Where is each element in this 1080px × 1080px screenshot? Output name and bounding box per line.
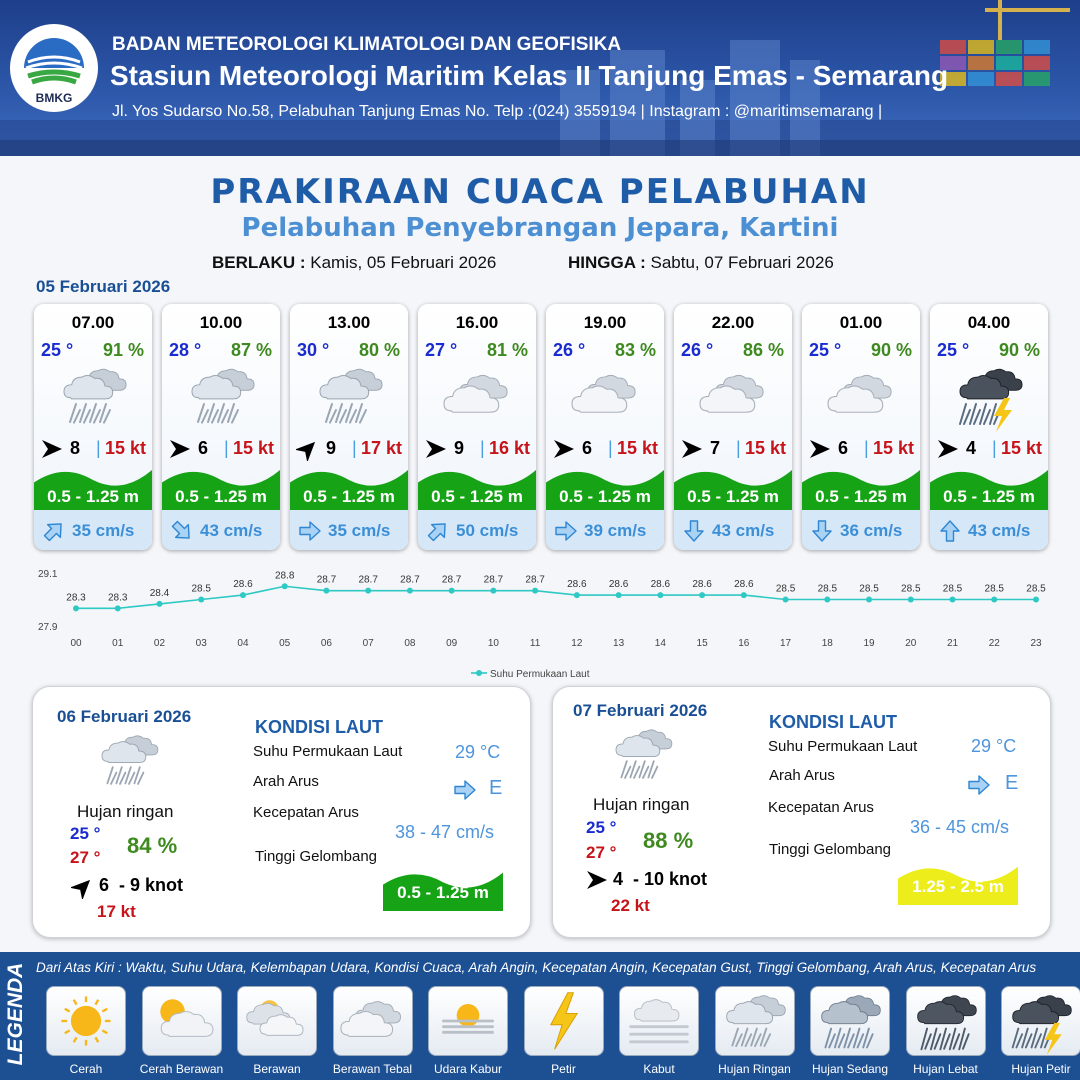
current-speed-value: 38 - 47 cm/s xyxy=(395,822,495,842)
current-direction-icon xyxy=(938,519,962,543)
legend-item xyxy=(810,986,890,1080)
wind-speed: 4 xyxy=(966,438,977,458)
legend-item-label: Cerah Berawan xyxy=(139,1062,224,1076)
current-direction-icon xyxy=(298,519,322,543)
x-tick-label: 19 xyxy=(863,638,875,649)
wave-height: 0.5 - 1.25 m xyxy=(47,487,139,506)
validity-to-value: Sabtu, 07 Februari 2026 xyxy=(650,253,834,272)
validity-to-label: HINGGA : xyxy=(568,253,646,272)
wind-direction-icon xyxy=(585,868,607,890)
cloudy-icon xyxy=(237,986,317,1056)
wave-height: 0.5 - 1.25 m xyxy=(303,487,395,506)
data-label: 28.8 xyxy=(274,570,295,582)
data-point xyxy=(532,588,538,594)
x-tick-label: 23 xyxy=(1030,638,1042,649)
data-point xyxy=(657,592,663,598)
data-point xyxy=(73,605,79,611)
sunny-icon xyxy=(46,986,126,1056)
forecast-card xyxy=(546,304,664,550)
x-tick-label: 10 xyxy=(487,638,499,649)
data-point xyxy=(574,592,580,598)
current-direction-label: Arah Arus xyxy=(769,767,835,784)
data-label: 28.5 xyxy=(859,583,879,595)
wave-height: 0.5 - 1.25 m xyxy=(175,487,267,506)
humidity: 86 % xyxy=(742,340,784,360)
gust-speed: 15 kt xyxy=(616,438,658,458)
legend-item-label: Cerah xyxy=(69,1062,103,1076)
x-tick-label: 21 xyxy=(946,638,959,649)
validity-from-label: BERLAKU : xyxy=(212,253,306,272)
current-row xyxy=(930,510,1048,550)
value-separator: | xyxy=(352,438,357,458)
forecast-card xyxy=(34,304,152,550)
daily-panel-06 xyxy=(32,686,531,938)
sea-condition-title: KONDISI LAUT xyxy=(769,712,897,732)
forecast-time: 01.00 xyxy=(839,313,883,332)
wind-speed: 8 xyxy=(70,438,81,458)
data-point xyxy=(365,588,371,594)
page-subtitle: Pelabuhan Penyebrangan Jepara, Kartini xyxy=(241,213,839,243)
current-row xyxy=(418,510,536,550)
current-speed: 43 cm/s xyxy=(200,521,263,540)
value-separator: | xyxy=(608,438,613,458)
thick-cloud-icon xyxy=(333,986,413,1056)
light-rain-icon xyxy=(607,721,679,787)
data-point xyxy=(407,588,413,594)
current-row xyxy=(674,510,792,550)
value-separator: | xyxy=(224,438,229,458)
x-tick-label: 11 xyxy=(529,638,541,649)
legend-item-label: Petir xyxy=(551,1062,576,1076)
legend-item-label: Udara Kabur xyxy=(433,1062,503,1076)
gust-speed: 15 kt xyxy=(1000,438,1042,458)
data-label: 28.7 xyxy=(483,574,504,586)
air-temperature: 26 ° xyxy=(681,340,714,360)
legend-item-label: Hujan Sedang xyxy=(811,1062,889,1076)
sst-value: 29 °C xyxy=(455,742,501,762)
forecast-card xyxy=(930,304,1048,550)
x-tick-label: 06 xyxy=(320,638,332,649)
wind-direction-icon xyxy=(552,437,576,461)
data-point xyxy=(991,597,997,603)
data-point xyxy=(866,597,872,603)
forecast-card xyxy=(674,304,792,550)
x-tick-label: 12 xyxy=(571,638,583,649)
current-direction-icon xyxy=(453,778,477,802)
x-tick-label: 16 xyxy=(738,638,750,649)
air-temperature: 26 ° xyxy=(553,340,586,360)
value-separator: | xyxy=(992,438,997,458)
current-speed: 35 cm/s xyxy=(72,521,135,540)
gust-speed: 15 kt xyxy=(872,438,914,458)
data-label: 28.5 xyxy=(984,583,1004,595)
current-direction-icon xyxy=(682,519,706,543)
panel-wind-speed: 6 - 9 knot xyxy=(99,875,184,895)
gust-speed: 15 kt xyxy=(744,438,786,458)
data-label: 28.6 xyxy=(567,579,587,591)
value-separator: | xyxy=(864,438,869,458)
sst-value: 29 °C xyxy=(971,736,1017,756)
x-tick-label: 09 xyxy=(446,638,458,649)
wave-height-label: Tinggi Gelombang xyxy=(769,841,892,858)
bmkg-logo xyxy=(10,24,98,112)
forecast-card xyxy=(162,304,280,550)
data-label: 28.5 xyxy=(191,583,211,595)
panel-condition: Hujan ringan xyxy=(593,795,690,814)
legend-item-label: Hujan Ringan xyxy=(718,1062,791,1076)
heavy-rain-icon xyxy=(906,986,986,1056)
humidity: 91 % xyxy=(102,340,144,360)
data-label: 28.5 xyxy=(942,583,963,595)
data-label: 28.6 xyxy=(692,579,712,591)
panel-humidity: 88 % xyxy=(643,828,694,853)
x-tick-label: 08 xyxy=(404,638,416,649)
current-row xyxy=(290,510,408,550)
wind-direction-icon xyxy=(168,437,192,461)
current-speed: 43 cm/s xyxy=(712,521,775,540)
wind-direction-icon xyxy=(808,437,832,461)
data-label: 28.7 xyxy=(441,574,462,586)
wind-direction-icon xyxy=(936,437,960,461)
forecast-time: 13.00 xyxy=(327,313,371,332)
wind-speed: 6 xyxy=(198,438,209,458)
wind-speed: 6 xyxy=(582,438,593,458)
data-point xyxy=(323,588,329,594)
sst-label: Suhu Permukaan Laut xyxy=(253,743,403,760)
value-separator: | xyxy=(736,438,741,458)
forecast-time: 22.00 xyxy=(711,313,755,332)
wave-height: 0.5 - 1.25 m xyxy=(687,487,779,506)
data-label: 28.7 xyxy=(525,574,545,586)
panel-date: 06 Februari 2026 xyxy=(57,707,192,726)
x-tick-label: 01 xyxy=(112,638,124,649)
air-temperature: 28 ° xyxy=(169,340,202,360)
forecast-card xyxy=(802,304,920,550)
data-point xyxy=(616,592,622,598)
current-speed-label: Kecepatan Arus xyxy=(253,804,359,821)
x-tick-label: 13 xyxy=(613,638,625,649)
wave-height: 0.5 - 1.25 m xyxy=(943,487,1035,506)
legend-swatch-point xyxy=(476,670,482,676)
data-label: 28.6 xyxy=(650,579,671,591)
legend-item xyxy=(524,986,604,1080)
legend-item-label: Berawan xyxy=(253,1062,301,1076)
haze-icon xyxy=(428,986,508,1056)
legend-label: Suhu Permukaan Laut xyxy=(490,669,590,680)
moderate-rain-icon xyxy=(810,986,890,1056)
air-temperature: 25 ° xyxy=(809,340,842,360)
legend-item-label: Hujan Petir xyxy=(1011,1062,1071,1076)
value-separator: | xyxy=(480,438,485,458)
data-label: 28.4 xyxy=(149,587,170,599)
data-point xyxy=(950,597,956,603)
y-tick-label: 27.9 xyxy=(38,622,58,633)
legend-item xyxy=(619,986,699,1080)
validity-to xyxy=(568,253,834,273)
legend xyxy=(0,952,1080,1080)
wind-direction-icon xyxy=(40,437,64,461)
data-point xyxy=(240,592,246,598)
data-point xyxy=(282,583,288,589)
x-tick-label: 07 xyxy=(362,638,374,649)
data-point xyxy=(198,597,204,603)
panel-humidity: 84 % xyxy=(127,833,178,858)
current-direction-icon xyxy=(967,773,991,797)
legend-item xyxy=(715,986,795,1080)
wind-direction-icon xyxy=(296,437,320,461)
light-rain-icon xyxy=(715,986,795,1056)
wind-direction-icon xyxy=(71,875,93,897)
current-speed: 39 cm/s xyxy=(584,521,647,540)
forecast-card xyxy=(290,304,408,550)
humidity: 90 % xyxy=(998,340,1040,360)
forecast-card xyxy=(418,304,536,550)
light-rain-icon xyxy=(93,727,165,793)
forecast-time: 04.00 xyxy=(967,313,1011,332)
data-point xyxy=(783,597,789,603)
sea-condition-title: KONDISI LAUT xyxy=(255,717,383,737)
legend-item xyxy=(333,986,413,1080)
humidity: 90 % xyxy=(870,340,912,360)
thick-cloud-icon xyxy=(694,360,774,432)
legend-side-label xyxy=(0,952,30,1080)
data-label: 28.3 xyxy=(108,592,128,604)
data-point xyxy=(449,588,455,594)
x-tick-label: 02 xyxy=(153,638,166,649)
x-tick-label: 18 xyxy=(821,638,833,649)
panel-gust: 17 kt xyxy=(97,902,136,921)
data-label: 28.7 xyxy=(358,574,378,586)
current-speed: 36 cm/s xyxy=(840,521,903,540)
lightning-icon xyxy=(524,986,604,1056)
thick-cloud-icon xyxy=(566,360,646,432)
x-tick-label: 15 xyxy=(696,638,708,649)
data-label: 28.5 xyxy=(817,583,838,595)
legend-item xyxy=(428,986,508,1080)
validity-from-value: Kamis, 05 Februari 2026 xyxy=(310,253,497,272)
x-tick-label: 22 xyxy=(988,638,1000,649)
data-point xyxy=(1033,597,1039,603)
x-tick-label: 17 xyxy=(780,638,792,649)
x-tick-label: 05 xyxy=(279,638,291,649)
wind-speed: 9 xyxy=(326,438,337,458)
current-row xyxy=(162,510,280,550)
wind-direction-icon xyxy=(424,437,448,461)
panel-wind-speed: 4 - 10 knot xyxy=(613,869,708,889)
forecast-time: 10.00 xyxy=(199,313,243,332)
data-label: 28.5 xyxy=(775,583,796,595)
current-direction-label: Arah Arus xyxy=(253,773,319,790)
legend-item xyxy=(1001,986,1080,1080)
wave-height-label: Tinggi Gelombang xyxy=(255,848,378,865)
current-row xyxy=(546,510,664,550)
panel-temp-min: 25 ° xyxy=(586,818,617,837)
legend-item xyxy=(237,986,317,1080)
panel-date: 07 Februari 2026 xyxy=(573,701,708,720)
legend-item-label: Kabut xyxy=(643,1062,675,1076)
sea-surface-temperature-chart xyxy=(30,562,1060,687)
wave-height: 0.5 - 1.25 m xyxy=(815,487,907,506)
panel-condition: Hujan ringan xyxy=(77,802,174,821)
humidity: 87 % xyxy=(230,340,272,360)
x-tick-label: 03 xyxy=(195,638,207,649)
current-direction-icon xyxy=(554,519,578,543)
current-speed-value: 36 - 45 cm/s xyxy=(910,817,1010,837)
forecast-time: 19.00 xyxy=(583,313,627,332)
light-rain-icon xyxy=(310,360,390,432)
data-label: 28.6 xyxy=(233,579,253,591)
panel-temp-max: 27 ° xyxy=(586,843,617,862)
data-point xyxy=(908,597,914,603)
panel-temp-max: 27 ° xyxy=(70,848,101,867)
data-point xyxy=(824,597,830,603)
legend-description: Dari Atas Kiri : Waktu, Suhu Udara, Kelembapan Udara, Kondisi Cuaca, Arah Angin, Kecepatan Angin, Kecepatan Gust, Tinggi Gelombang, Arah Arus, Kecepatan Arus xyxy=(36,960,1037,975)
wind-speed: 6 xyxy=(838,438,849,458)
sst-label: Suhu Permukaan Laut xyxy=(768,738,918,755)
current-direction-icon xyxy=(170,519,194,543)
thick-cloud-icon xyxy=(822,360,902,432)
partly-cloudy-icon xyxy=(142,986,222,1056)
forecast-time: 07.00 xyxy=(71,313,115,332)
x-tick-label: 00 xyxy=(70,638,82,649)
page-title: PRAKIRAAN CUACA PELABUHAN xyxy=(210,172,870,212)
thunderstorm-icon xyxy=(1001,986,1080,1056)
gust-speed: 17 kt xyxy=(360,438,402,458)
value-separator: | xyxy=(96,438,101,458)
wind-speed: 9 xyxy=(454,438,465,458)
forecast-time: 16.00 xyxy=(455,313,499,332)
current-speed: 35 cm/s xyxy=(328,521,391,540)
air-temperature: 30 ° xyxy=(297,340,330,360)
data-label: 28.5 xyxy=(901,583,921,595)
y-tick-label: 29.1 xyxy=(38,569,58,580)
panel-wave-height: 1.25 - 2.5 m xyxy=(912,877,1004,896)
x-tick-label: 14 xyxy=(654,638,666,649)
validity-from xyxy=(212,253,496,273)
current-row xyxy=(802,510,920,550)
current-direction-value: E xyxy=(1005,772,1019,794)
air-temperature: 25 ° xyxy=(41,340,74,360)
wind-speed: 7 xyxy=(710,438,721,458)
legend-item xyxy=(139,986,224,1080)
legend-title: LEGENDA xyxy=(4,962,27,1066)
current-direction-icon xyxy=(42,519,66,543)
data-label: 28.6 xyxy=(734,579,754,591)
gust-speed: 15 kt xyxy=(104,438,146,458)
panel-temp-min: 25 ° xyxy=(70,824,101,843)
current-direction-icon xyxy=(810,519,834,543)
data-point xyxy=(115,605,121,611)
station-name: Stasiun Meteorologi Maritim Kelas II Tanjung Emas - Semarang xyxy=(110,60,949,91)
humidity: 80 % xyxy=(358,340,400,360)
thick-cloud-icon xyxy=(438,360,518,432)
light-rain-icon xyxy=(182,360,262,432)
data-label: 28.7 xyxy=(400,574,420,586)
thunderstorm-icon xyxy=(950,360,1030,432)
current-direction-icon xyxy=(426,519,450,543)
wind-direction-icon xyxy=(680,437,704,461)
today-date: 05 Februari 2026 xyxy=(36,277,171,296)
panel-gust: 22 kt xyxy=(611,896,650,915)
x-tick-label: 04 xyxy=(237,638,249,649)
data-label: 28.6 xyxy=(608,579,629,591)
data-label: 28.5 xyxy=(1026,583,1046,595)
header-banner xyxy=(0,0,1080,156)
gust-speed: 15 kt xyxy=(232,438,274,458)
fog-icon xyxy=(619,986,699,1056)
data-label: 28.3 xyxy=(66,592,86,604)
air-temperature: 27 ° xyxy=(425,340,458,360)
wave-height: 0.5 - 1.25 m xyxy=(559,487,651,506)
logo-text: BMKG xyxy=(35,91,73,105)
gust-speed: 16 kt xyxy=(488,438,530,458)
daily-panel-07 xyxy=(552,686,1051,938)
legend-item xyxy=(46,986,126,1080)
data-point xyxy=(699,592,705,598)
data-label: 28.7 xyxy=(316,574,337,586)
humidity: 81 % xyxy=(486,340,528,360)
light-rain-icon xyxy=(54,360,134,432)
data-point xyxy=(156,601,162,607)
current-speed-label: Kecepatan Arus xyxy=(768,799,874,816)
current-speed: 43 cm/s xyxy=(968,521,1031,540)
humidity: 83 % xyxy=(614,340,656,360)
agency-name: BADAN METEOROLOGI KLIMATOLOGI DAN GEOFISIKA xyxy=(112,34,622,55)
current-speed: 50 cm/s xyxy=(456,521,519,540)
current-row xyxy=(34,510,152,550)
x-tick-label: 20 xyxy=(905,638,917,649)
air-temperature: 25 ° xyxy=(937,340,970,360)
station-address: Jl. Yos Sudarso No.58, Pelabuhan Tanjung Emas No. Telp :(024) 3559194 | Instagram : @maritimsemarang | xyxy=(112,103,883,120)
legend-item xyxy=(906,986,986,1080)
data-point xyxy=(490,588,496,594)
panel-wave-height: 0.5 - 1.25 m xyxy=(397,883,489,902)
wave-height: 0.5 - 1.25 m xyxy=(431,487,523,506)
data-point xyxy=(741,592,747,598)
current-direction-value: E xyxy=(489,777,503,799)
legend-item-label: Hujan Lebat xyxy=(913,1062,978,1076)
legend-item-label: Berawan Tebal xyxy=(332,1062,413,1076)
